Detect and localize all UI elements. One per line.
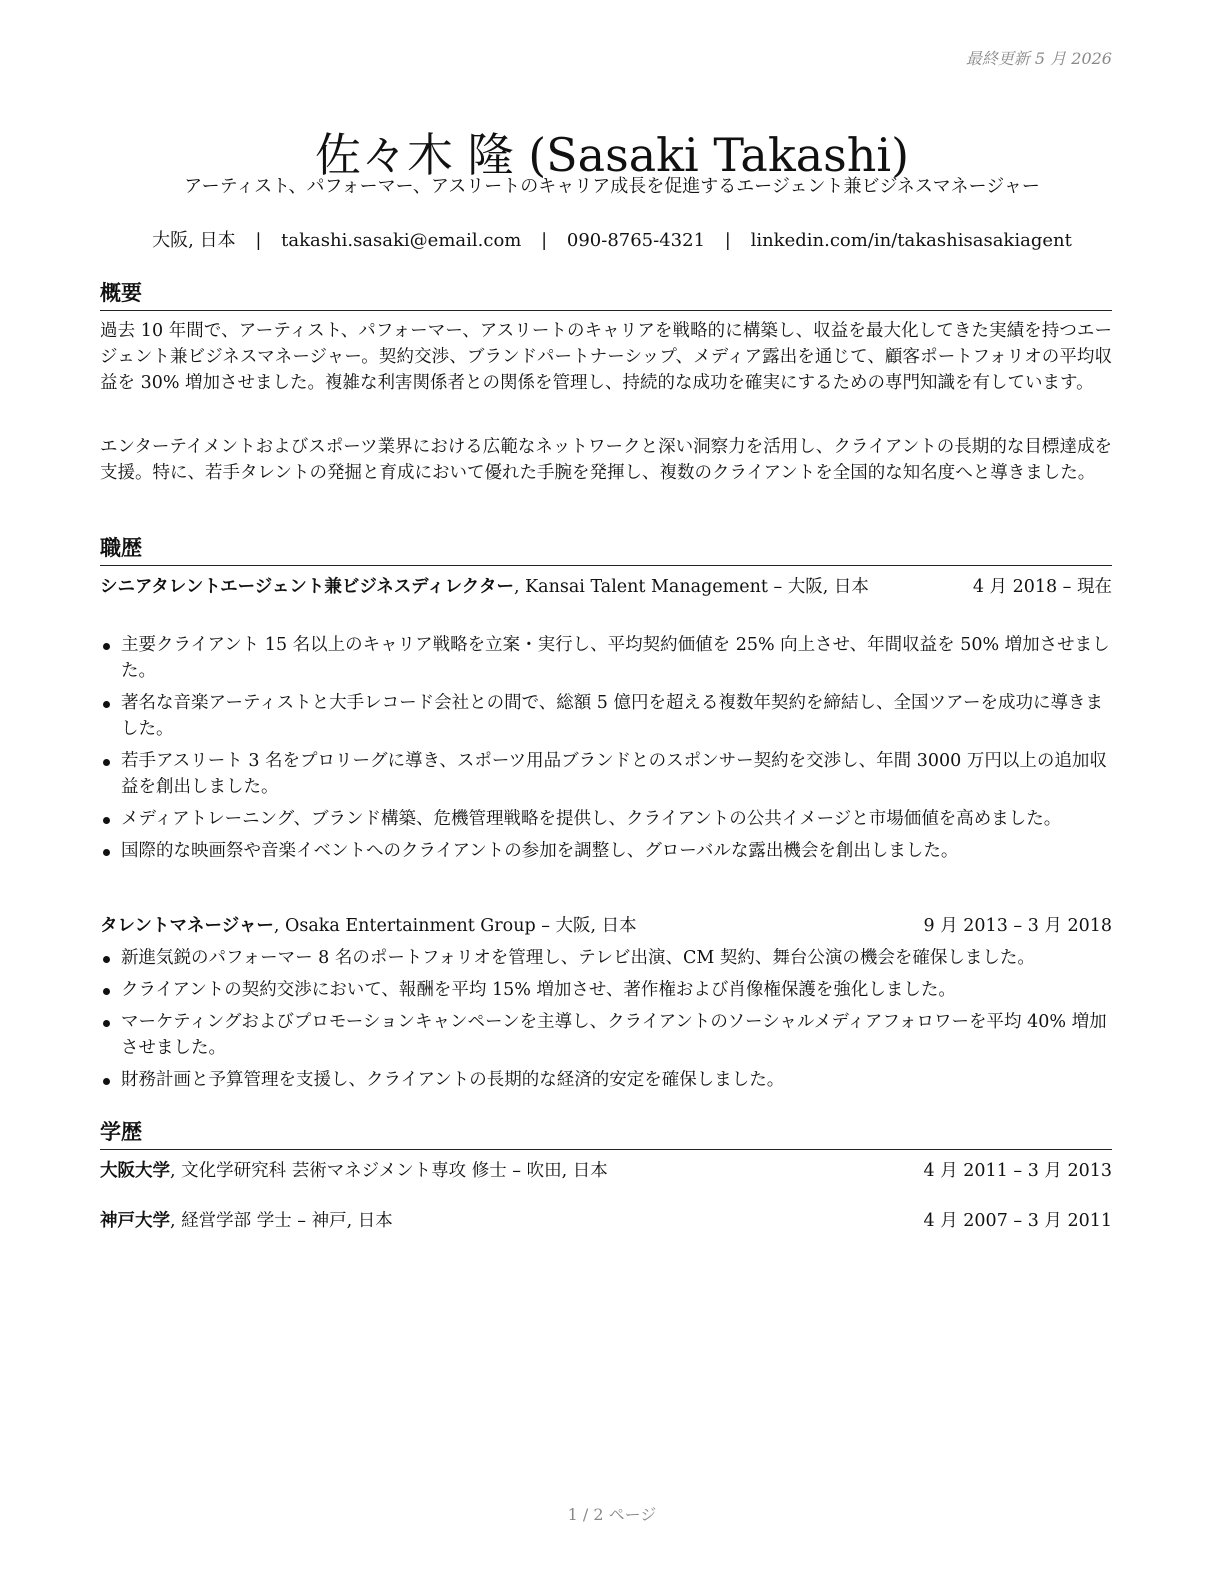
- section-title-experience: 職歴: [100, 532, 1112, 566]
- summary-paragraph: エンターテイメントおよびスポーツ業界における広範なネットワークと深い洞察力を活用し、クライアントの長期的な目標達成を支援。特に、若手タレントの発掘と育成において優れた手腕を発揮し、複数のクライアントを全国的な知名度へと導きました。: [100, 437, 1112, 483]
- list-item: クライアントの契約交渉において、報酬を平均 15% 増加させ、著作権および肖像権保護を強化しました。: [100, 977, 1112, 1003]
- job-header: [100, 574, 1112, 600]
- contact-phone[interactable]: 090-8765-4321: [566, 230, 706, 251]
- job-org: , Kansai Talent Management – 大阪, 日本: [513, 577, 869, 597]
- list-item: 主要クライアント 15 名以上のキャリア戦略を立案・実行し、平均契約価値を 25% 向上させ、年間収益を 50% 増加させました。: [100, 632, 1112, 684]
- job-header: [100, 913, 1112, 939]
- list-item: 新進気鋭のパフォーマー 8 名のポートフォリオを管理し、テレビ出演、CM 契約、舞台公演の機会を確保しました。: [100, 945, 1112, 971]
- summary-paragraph: 過去 10 年間で、アーティスト、パフォーマー、アスリートのキャリアを戦略的に構築し、収益を最大化してきた実績を持つエージェント兼ビジネスマネージャー。契約交渉、ブランドパートナーシップ、メディア露出を通じて、顧客ポートフォリオの平均収益を 30% 増加させました。複雑な利害関係者との関係を管理し、持続的な成功を確実にするための専門知識を有しています。: [100, 321, 1112, 393]
- education-dates: 4 月 2007 – 3 月 2011: [923, 1211, 1112, 1231]
- list-item: 著名な音楽アーティストと大手レコード会社との間で、総額 5 億円を超える複数年契約を締結し、全国ツアーを成功に導きました。: [100, 690, 1112, 742]
- job-bullets: [100, 632, 1112, 870]
- school-name: 神戸大学: [100, 1211, 170, 1231]
- degree-detail: , 経営学部 学士 – 神戸, 日本: [170, 1211, 393, 1231]
- job-role: シニアタレントエージェント兼ビジネスディレクター: [100, 577, 514, 597]
- contact-location: 大阪, 日本: [152, 230, 236, 251]
- job-org: , Osaka Entertainment Group – 大阪, 日本: [273, 916, 637, 936]
- contact-separator: |: [541, 230, 548, 251]
- contact-separator: |: [724, 230, 731, 251]
- candidate-name: 佐々木 隆 (Sasaki Takashi): [314, 127, 910, 182]
- degree-detail: , 文化学研究科 芸術マネジメント専攻 修士 – 吹田, 日本: [170, 1161, 608, 1181]
- contact-linkedin[interactable]: linkedin.com/in/takashisasakiagent: [750, 230, 1072, 251]
- list-item: 国際的な映画祭や音楽イベントへのクライアントの参加を調整し、グローバルな露出機会を創出しました。: [100, 838, 1112, 864]
- tagline: アーティスト、パフォーマー、アスリートのキャリア成長を促進するエージェント兼ビジネスマネージャー: [184, 176, 1040, 197]
- job-dates: 9 月 2013 – 3 月 2018: [923, 916, 1112, 936]
- list-item: 財務計画と予算管理を支援し、クライアントの長期的な経済的安定を確保しました。: [100, 1067, 1112, 1093]
- list-item: メディアトレーニング、ブランド構築、危機管理戦略を提供し、クライアントの公共イメージと市場価値を高めました。: [100, 806, 1112, 832]
- education-item: [100, 1158, 1112, 1184]
- job-role: タレントマネージャー: [100, 916, 274, 936]
- education-dates: 4 月 2011 – 3 月 2013: [923, 1161, 1112, 1181]
- list-item: 若手アスリート 3 名をプロリーグに導き、スポーツ用品ブランドとのスポンサー契約を交渉し、年間 3000 万円以上の追加収益を創出しました。: [100, 748, 1112, 800]
- school-name: 大阪大学: [100, 1161, 170, 1181]
- section-title-education: 学歴: [100, 1116, 1112, 1150]
- education-item: [100, 1208, 1112, 1234]
- page-indicator: 1 / 2 ページ: [567, 1505, 657, 1524]
- job-dates: 4 月 2018 – 現在: [972, 577, 1112, 597]
- section-title-summary: 概要: [100, 277, 1112, 311]
- last-updated: 最終更新 5 月 2026: [965, 49, 1112, 68]
- list-item: マーケティングおよびプロモーションキャンペーンを主導し、クライアントのソーシャルメディアフォロワーを平均 40% 増加させました。: [100, 1009, 1112, 1061]
- contact-line: [0, 226, 1224, 252]
- contact-separator: |: [255, 230, 262, 251]
- contact-email[interactable]: takashi.sasaki@email.com: [281, 230, 522, 251]
- job-bullets: [100, 945, 1112, 1099]
